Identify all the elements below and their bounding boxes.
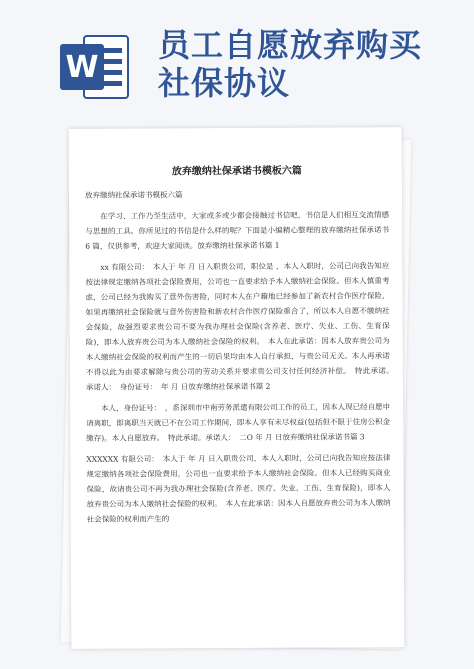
document-page xyxy=(69,127,405,649)
svg-text:W: W xyxy=(65,50,99,85)
document-paragraph: 放弃缴纳社保承诺书模板六篇 xyxy=(84,190,183,200)
banner-title-line-2: 社保协议 xyxy=(158,64,291,102)
banner-title xyxy=(158,26,458,102)
word-document-icon xyxy=(58,32,132,102)
document-body xyxy=(84,163,398,533)
document-paragraph: xx 有限公司： 本人于 年 月 日入职贵公司，职位是 ，本人入职时，公司已向我告知应按法律规定缴纳各项社会保险费用，公司也一直要求给予本人缴纳社会保险。但本人慎重考虑，公司已经为我购买了意外伤害险，同时本人在户籍地已经参加了新农村合作医疗保险，如果再缴纳社会保险就与意外伤害险和新农村合作医疗保险重合了，所以本人自愿不缴纳社会保险，故强烈要求贵公司不要为我办理社会保险(含养老、医疗、失业、工伤、生育保险)，即本人放弃贵公司为本人缴纳社会保险的权利。 本人在此承诺：因本人放弃贵公司为本人缴纳社会保险的权利而产生的一切后果均由本人自行承担，与贵公司无关。本人再承诺不得以此为由要求解除与贵公司的劳动关系并要求贵公司支付任何经济补偿。 特此承诺。 承诺人： 身份证号： 年 月 日放弃缴纳社保承诺书篇 2 xyxy=(85,261,398,392)
document-paragraph: XXXXXX 有限公司： 本人于 年 月 日入职贵公司，本人入职时，公司已向我告知应按法律规定缴纳各项社会保险费用，公司也一直要求给予本人缴纳社会保险。但本人已经购买商业保险，故请贵公司不再为我办理社会保险(含养老、医疗、失业、工伤、生育保险)，即本人放弃贵公司为本人缴纳社会保险的权利。 本人在此承诺：因本人自愿放弃贵公司为本人缴纳社会保险的权利而产生的 xyxy=(86,453,391,524)
document-paragraph: 在学习、工作乃至生活中，大家或多或少都会接触过书信吧，书信是人们相互交流情感与思想的工具。你所见过的书信是什么样的呢？下面是小编精心整理的放弃缴纳社保承诺书 6 篇，仅供参考，欢迎大家阅读。放弃缴纳社保承诺书篇 1 xyxy=(85,210,390,251)
banner-title-line-1: 员工自愿放弃购买 xyxy=(158,26,423,64)
document-title: 放弃缴纳社保承诺书模板六篇 xyxy=(171,165,302,178)
document-paragraph: 本人，身份证号： ，系深圳市中南劳务派遣有限公司工作的员工，因本人现已经自愿申请离职，即离职当天就已不在公司工作期间，即本人享有未尽权益(包括但不限于住房公积金缴存)。本人自愿放弃。 特此承诺。承诺人： 二O 年 月 日放弃缴纳社保承诺书篇 3 xyxy=(86,402,391,443)
